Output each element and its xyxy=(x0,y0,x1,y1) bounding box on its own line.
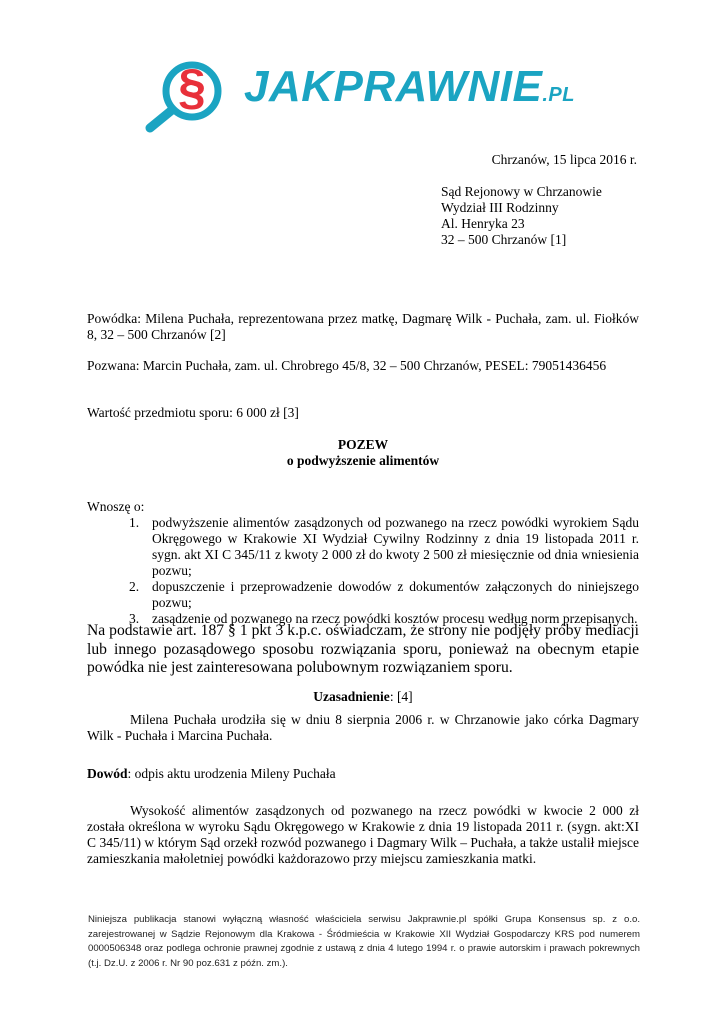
title-subline: o podwyższenie alimentów xyxy=(286,453,440,468)
defendant-info: Pozwana: Marcin Puchała, zam. ul. Chrobrego 45/8, 32 – 500 Chrzanów, PESEL: 79051436456 xyxy=(87,358,607,373)
court-address xyxy=(441,184,602,248)
justification-heading: Uzasadnienie: [4] xyxy=(313,689,413,704)
list-item: 3. zasądzenie od pozwanego na rzecz powódki kosztów procesu według norm przepisanych. xyxy=(129,611,638,626)
evidence-line: Dowód: odpis aktu urodzenia Mileny Puchała xyxy=(87,766,336,781)
title-line: POZEW xyxy=(337,437,389,452)
mediation-statement: Na podstawie art. 187 § 1 pkt 3 k.p.c. oświadczam, że strony nie podjęły próby mediacji lub innego pozasądowego sposobu rozwiązania sporu, ponieważ na obecnym etapie powódka nie jest zainteresowana polubownym rozwiązaniem sporu. xyxy=(87,622,639,676)
address-line: Al. Henryka 23 xyxy=(441,216,525,231)
paragraph-magnifier-icon xyxy=(142,44,242,134)
address-line: Wydział III Rodzinny xyxy=(441,200,559,215)
svg-text:§: § xyxy=(178,59,206,115)
copyright-footer: Niniejsza publikacja stanowi wyłączną własność właściciela serwisu Jakprawnie.pl spółki Grupa Konsensus sp. z o.o. zarejestrowanej w Sądzie Rejonowym dla Krakowa - Śródmieścia w Krakowie XII Wydział Gospodarczy KRS pod numerem 0000506348 oraz podlega ochronie prawnej zgodnie z ustawą z dnia 4 lutego 1994 r. o prawie autorskim i prawach pokrewnych (t.j. Dz.U. z 2006 r. Nr 90 poz.631 z późn. zm.). xyxy=(88,914,640,969)
requests-section xyxy=(87,499,639,627)
justification-paragraph-2: Wysokość alimentów zasądzonych od pozwanego na rzecz powódki w kwocie 2 000 zł została określona w wyroku Sądu Okręgowego w Krakowie z dnia 19 listopada 2011 r. (sygn. akt:XI C 345/11) w którym Sąd orzekł rozwód pozwanego i Dagmary Wilk – Puchała, a także ustalił miejsce zamieszkania małoletniej powódki każdorazowo przy miejscu zamieszkania matki. xyxy=(87,803,639,866)
document-date: Chrzanów, 15 lipca 2016 r. xyxy=(491,152,637,167)
logo-wordmark: JAKPRAWNIE.PL xyxy=(244,62,575,111)
address-line: 32 – 500 Chrzanów [1] xyxy=(441,232,567,247)
address-line: Sąd Rejonowy w Chrzanowie xyxy=(441,184,602,199)
document-title xyxy=(87,437,639,469)
requests-list xyxy=(87,515,639,627)
value-of-dispute: Wartość przedmiotu sporu: 6 000 zł [3] xyxy=(87,405,299,420)
justification-paragraph: Milena Puchała urodziła się w dniu 8 sierpnia 2006 r. w Chrzanowie jako córka Dagmary Wilk - Puchała i Marcina Puchała. xyxy=(87,712,639,743)
list-item: 2. dopuszczenie i przeprowadzenie dowodów z dokumentów załączonych do niniejszego pozwu; xyxy=(129,579,639,610)
list-item: 1. podwyższenie alimentów zasądzonych od pozwanego na rzecz powódki wyrokiem Sądu Okręgowego w Krakowie XI Wydział Cywilny Rodzinny z dnia 19 listopada 2011 r. sygn. akt XI C 345/11 z kwoty 2 000 zł do kwoty 2 500 zł miesięcznie od dnia wniesienia pozwu; xyxy=(129,515,639,578)
plaintiff-info: Powódka: Milena Puchała, reprezentowana przez matkę, Dagmarę Wilk - Puchała, zam. ul. Fiołków 8, 32 – 500 Chrzanów [2] xyxy=(87,311,639,342)
requests-intro: Wnoszę o: xyxy=(87,499,145,514)
logo xyxy=(142,44,592,134)
